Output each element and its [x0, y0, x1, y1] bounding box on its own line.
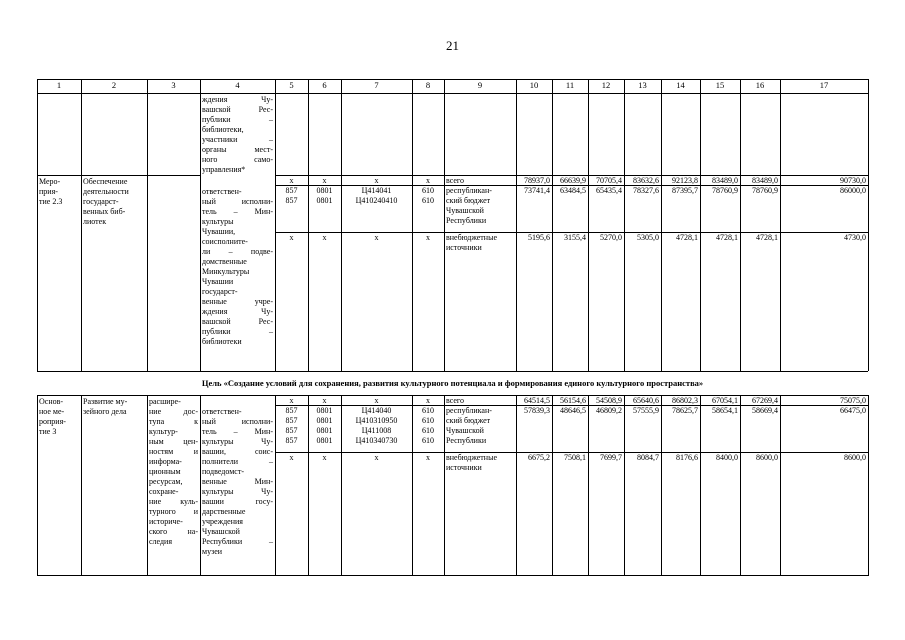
amount-cell: 78937,0 — [524, 176, 550, 185]
code-cell: 610 — [422, 416, 434, 425]
column-header-13: 13 — [638, 80, 647, 90]
page-number: 21 — [446, 38, 459, 53]
executors-text: ответствен- — [202, 187, 242, 196]
amount-cell: 92123,8 — [672, 176, 698, 185]
event-task: ресурсам, — [149, 477, 183, 486]
event-name: Обеспечение — [83, 177, 128, 186]
funding-source: ский бюджет — [446, 416, 491, 425]
amount-cell: 56154,6 — [560, 396, 586, 405]
executors-text: ответствен- — [202, 407, 242, 416]
code-cell: 610 — [422, 196, 434, 205]
amount-cell: 5305,0 — [637, 233, 659, 242]
amount-cell: 78625,7 — [672, 406, 698, 415]
cell-text: вашской Рес- — [202, 105, 273, 114]
executors-text: вашии, соис- — [202, 447, 273, 456]
code-cell: 0801 — [316, 426, 333, 435]
column-header-15: 15 — [715, 80, 725, 90]
executors-text: государст- — [202, 287, 238, 296]
column-rule — [81, 395, 82, 576]
funding-source: Чувашской — [446, 206, 484, 215]
column-header-1: 1 — [56, 80, 62, 90]
column-rule — [661, 395, 662, 576]
executors-text: вашии госу- — [202, 497, 273, 506]
column-rule — [661, 79, 662, 371]
column-rule — [516, 395, 517, 576]
executors-text: венные учре- — [202, 297, 273, 306]
amount-cell: 8400,0 — [716, 453, 738, 462]
column-rule — [588, 79, 589, 371]
amount-cell: 66475,0 — [840, 406, 866, 415]
event-task: ностям и — [149, 447, 198, 456]
executors-text: Чувашской — [202, 527, 240, 536]
executors-text: ный исполни- — [202, 197, 273, 206]
funding-source: всего — [446, 396, 465, 405]
column-rule — [700, 395, 701, 576]
code-cell: х — [322, 396, 327, 405]
event-id: тие 3 — [39, 427, 57, 436]
executors-text: домственные — [202, 257, 247, 266]
executors-text: Республики – — [202, 537, 273, 546]
event-task: ционным — [149, 467, 181, 476]
column-rule — [624, 395, 625, 576]
executors-text: вашской Рес- — [202, 317, 273, 326]
column-rule — [37, 395, 38, 576]
executors-text: полнители – — [202, 457, 273, 466]
code-cell: 0801 — [316, 186, 333, 195]
executors-text: ждения Чу- — [202, 307, 273, 316]
code-cell: х — [289, 176, 294, 185]
code-cell: Ц410340730 — [355, 436, 398, 445]
amount-cell: 3155,4 — [564, 233, 586, 242]
funding-source: всего — [446, 176, 465, 185]
amount-cell: 86000,0 — [840, 186, 866, 195]
code-cell: х — [322, 233, 327, 242]
column-header-7: 7 — [374, 80, 379, 90]
column-rule — [308, 79, 309, 371]
amount-cell: 83489,0 — [712, 176, 738, 185]
amount-cell: 8600,0 — [756, 453, 778, 462]
code-cell: 857 — [285, 426, 298, 435]
code-cell: 0801 — [316, 416, 333, 425]
amount-cell: 4730,0 — [844, 233, 866, 242]
executors-text: библиотеки — [202, 337, 242, 346]
column-rule — [516, 79, 517, 371]
code-cell: 610 — [422, 406, 434, 415]
executors-text: венные Мин- — [202, 477, 273, 486]
amount-cell: 64514,5 — [524, 396, 550, 405]
event-task: ние дос- — [149, 407, 198, 416]
executors-text: соисполните- — [202, 237, 248, 246]
amount-cell: 7508,1 — [564, 453, 586, 462]
executors-text: ли – подве- — [202, 247, 273, 256]
row-rule — [37, 175, 200, 176]
event-task: расшире- — [149, 397, 181, 406]
event-id: роприя- — [39, 417, 66, 426]
code-cell: х — [289, 396, 294, 405]
column-rule — [588, 395, 589, 576]
code-cell: х — [426, 233, 430, 242]
event-name: Развитие му- — [83, 397, 128, 406]
event-id: тие 2.3 — [39, 197, 63, 206]
amount-cell: 4728,1 — [676, 233, 698, 242]
funding-source: внебюджетные — [446, 453, 497, 462]
cell-text: управления* — [202, 165, 246, 174]
amount-cell: 86802,3 — [672, 396, 698, 405]
code-cell: х — [426, 176, 430, 185]
column-rule — [444, 395, 445, 576]
funding-source: внебюджетные — [446, 233, 497, 242]
code-cell: х — [322, 176, 327, 185]
column-rule — [81, 79, 82, 371]
column-header-17: 17 — [819, 80, 829, 90]
amount-cell: 4728,1 — [756, 233, 778, 242]
code-cell: х — [289, 453, 294, 462]
amount-cell: 83632,6 — [633, 176, 659, 185]
column-rule — [552, 395, 553, 576]
event-id: Основ- — [39, 397, 64, 406]
executors-text: публики – — [202, 327, 273, 336]
event-task: культур- — [149, 427, 178, 436]
goal-row-text: Цель «Создание условий для сохранения, развития культурного потенциала и формирования единого культурного пространства» — [201, 378, 704, 388]
amount-cell: 90730,0 — [840, 176, 866, 185]
code-cell: х — [374, 396, 379, 405]
column-rule — [200, 79, 201, 371]
column-header-3: 3 — [171, 80, 176, 90]
column-rule — [200, 395, 201, 576]
column-header-12: 12 — [601, 80, 611, 90]
cell-text: ного само- — [202, 155, 273, 164]
code-cell: 0801 — [316, 406, 333, 415]
executors-text: ный исполни- — [202, 417, 273, 426]
funding-source: Республики — [446, 436, 487, 445]
cell-text: органы мест- — [202, 145, 273, 154]
executors-text: подведомст- — [202, 467, 244, 476]
column-rule — [412, 79, 413, 371]
column-rule — [147, 395, 148, 576]
executors-text: культуры — [202, 217, 234, 226]
event-name: деятельности — [83, 187, 129, 196]
event-task: информа- — [149, 457, 182, 466]
amount-cell: 57839,3 — [524, 406, 550, 415]
executors-text: дарственные — [202, 507, 246, 516]
column-header-2: 2 — [111, 80, 117, 90]
column-rule — [37, 79, 38, 371]
amount-cell: 87395,7 — [672, 186, 698, 195]
amount-cell: 78760,9 — [752, 186, 778, 195]
amount-cell: 65640,6 — [633, 396, 659, 405]
header-rule — [37, 93, 868, 94]
amount-cell: 66639,9 — [560, 176, 586, 185]
column-header-11: 11 — [565, 80, 575, 90]
event-name: венных биб- — [83, 207, 126, 216]
event-task: турного и — [149, 507, 198, 516]
code-cell: 0801 — [316, 436, 333, 445]
event-task: ние куль- — [149, 497, 198, 506]
amount-cell: 7699,7 — [600, 453, 622, 462]
column-rule — [147, 79, 148, 371]
code-cell: х — [374, 233, 379, 242]
column-rule — [700, 79, 701, 371]
column-rule — [780, 395, 781, 576]
code-cell: 857 — [285, 406, 298, 415]
column-header-6: 6 — [322, 80, 327, 90]
column-rule — [444, 79, 445, 371]
amount-cell: 67269,4 — [752, 396, 778, 405]
amount-cell: 58669,4 — [752, 406, 778, 415]
event-task: ского на- — [149, 527, 198, 536]
funding-source: ский бюджет — [446, 196, 491, 205]
executors-text: тель – Мин- — [202, 207, 273, 216]
code-cell: Ц410310950 — [355, 416, 398, 425]
amount-cell: 70705,4 — [596, 176, 622, 185]
cell-text: публики – — [202, 115, 273, 124]
event-task: ным цен- — [149, 437, 198, 446]
column-rule — [624, 79, 625, 371]
code-cell: 857 — [285, 196, 298, 205]
code-cell: х — [374, 176, 379, 185]
executors-text: культуры Чу- — [202, 437, 273, 446]
column-header-10: 10 — [529, 80, 539, 90]
code-cell: 610 — [422, 186, 434, 195]
amount-cell: 57555,9 — [633, 406, 659, 415]
column-rule — [275, 79, 276, 371]
funding-source: Республики — [446, 216, 487, 225]
event-task: историче- — [149, 517, 183, 526]
funding-source: республикан- — [446, 406, 492, 415]
amount-cell: 65435,4 — [596, 186, 622, 195]
amount-cell: 75075,0 — [840, 396, 866, 405]
event-name: лиотек — [83, 217, 107, 226]
amount-cell: 5270,0 — [600, 233, 622, 242]
code-cell: х — [322, 453, 327, 462]
column-rule — [740, 79, 741, 371]
column-rule — [780, 79, 781, 371]
column-rule — [868, 79, 869, 371]
amount-cell: 63484,5 — [560, 186, 586, 195]
event-id: ное ме- — [39, 407, 65, 416]
code-cell: 610 — [422, 436, 434, 445]
funding-source: Чувашской — [446, 426, 484, 435]
event-name: зейного дела — [83, 407, 127, 416]
event-name: государст- — [83, 197, 119, 206]
column-header-9: 9 — [477, 80, 483, 90]
code-cell: х — [374, 453, 379, 462]
table-bottom-rule — [37, 575, 868, 576]
amount-cell: 4728,1 — [716, 233, 738, 242]
amount-cell: 8084,7 — [637, 453, 659, 462]
code-cell: 610 — [422, 426, 434, 435]
executors-text: музеи — [202, 547, 223, 556]
funding-source: источники — [446, 243, 482, 252]
executors-text: Чувашии — [202, 277, 234, 286]
column-header-5: 5 — [289, 80, 294, 90]
event-task: сохране- — [149, 487, 179, 496]
code-cell: 0801 — [316, 196, 333, 205]
amount-cell: 78327,6 — [633, 186, 659, 195]
amount-cell: 78760,9 — [712, 186, 738, 195]
code-cell: 857 — [285, 186, 298, 195]
budget-table — [37, 79, 868, 575]
amount-cell: 54508,9 — [596, 396, 622, 405]
column-header-14: 14 — [676, 80, 685, 90]
executors-text: Чувашии, — [202, 227, 236, 236]
amount-cell: 73741,4 — [524, 186, 550, 195]
code-cell: х — [426, 453, 430, 462]
event-task: тупа к — [149, 417, 198, 426]
event-id: Меро- — [39, 177, 61, 186]
cell-text: библиотеки, — [202, 125, 244, 134]
amount-cell: 8600,0 — [844, 453, 866, 462]
amount-cell: 8176,6 — [676, 453, 698, 462]
cell-text: ждения Чу- — [202, 95, 273, 104]
amount-cell: 6675,2 — [528, 453, 550, 462]
executors-text: учреждения — [202, 517, 243, 526]
code-cell: Ц410240410 — [355, 196, 398, 205]
event-task: следия — [149, 537, 173, 546]
executors-text: Минкультуры — [202, 267, 250, 276]
code-cell: 857 — [285, 436, 298, 445]
code-cell: Ц411008 — [361, 426, 392, 435]
amount-cell: 58654,1 — [712, 406, 738, 415]
amount-cell: 48646,5 — [560, 406, 586, 415]
code-cell: х — [426, 396, 430, 405]
column-rule — [341, 79, 342, 371]
funding-source: республикан- — [446, 186, 492, 195]
column-header-16: 16 — [755, 80, 765, 90]
amount-cell: 46809,2 — [596, 406, 622, 415]
column-rule — [868, 395, 869, 576]
funding-source: источники — [446, 463, 482, 472]
code-cell: 857 — [285, 416, 298, 425]
amount-cell: 83489,0 — [752, 176, 778, 185]
executors-text: культуры Чу- — [202, 487, 273, 496]
column-header-4: 4 — [235, 80, 240, 90]
executors-text: тель – Мин- — [202, 427, 273, 436]
code-cell: х — [289, 233, 294, 242]
column-rule — [740, 395, 741, 576]
column-header-8: 8 — [425, 80, 431, 90]
code-cell: Ц414041 — [361, 186, 392, 195]
column-rule — [552, 79, 553, 371]
code-cell: Ц414040 — [361, 406, 392, 415]
goal-top-rule — [37, 371, 868, 372]
cell-text: участники – — [202, 135, 273, 144]
amount-cell: 67054,1 — [712, 396, 738, 405]
amount-cell: 5195,6 — [528, 233, 550, 242]
event-id: прия- — [39, 187, 58, 196]
